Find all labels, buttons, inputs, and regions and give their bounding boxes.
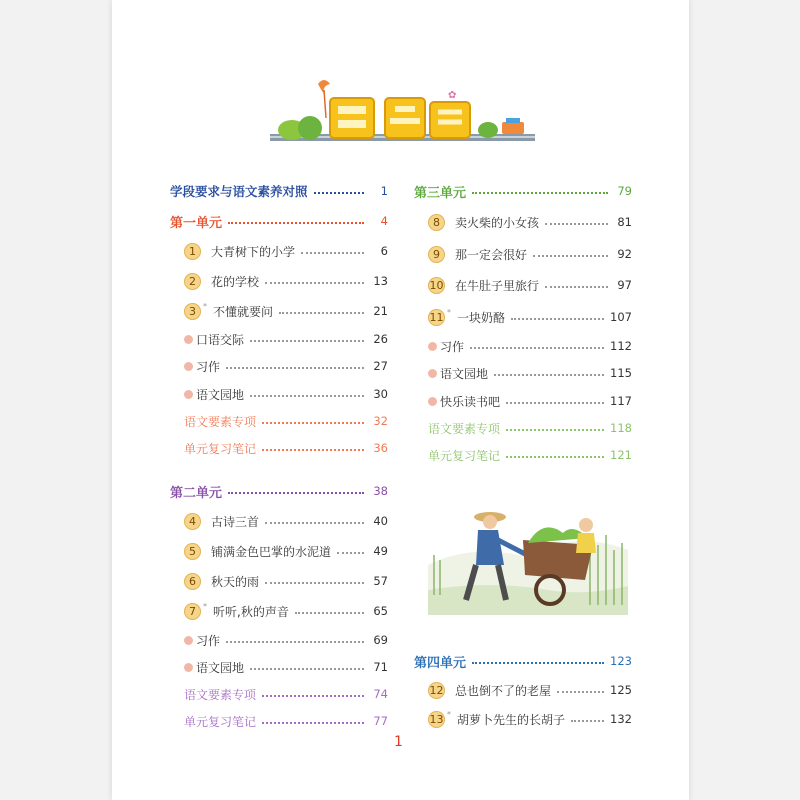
- toc-label: 胡萝卜先生的长胡子: [457, 712, 566, 727]
- lesson-number-badge: 10: [429, 278, 444, 292]
- contents-banner: [270, 78, 540, 148]
- toc-entry-notes[interactable]: 单元复习笔记 36: [184, 441, 388, 456]
- toc-entry[interactable]: 12 总也倒不了的老屋 125: [429, 683, 632, 698]
- toc-label: 单元复习笔记: [184, 714, 257, 729]
- unit2-heading[interactable]: 第二单元 38: [170, 484, 388, 501]
- toc-label: 大青树下的小学: [211, 244, 296, 259]
- toc-label: 铺满金色巴掌的水泥道: [211, 544, 332, 559]
- lesson-number-badge: 7: [184, 603, 201, 620]
- toc-label: 语文要素专项: [184, 414, 257, 429]
- toc-entry-special[interactable]: 语文要素专项 32: [184, 414, 388, 429]
- bullet-icon: [184, 390, 193, 399]
- bullet-icon: [184, 362, 193, 371]
- svg-text:✿: ✿: [448, 90, 457, 101]
- lesson-number-badge: 3: [184, 303, 201, 320]
- toc-label: 单元复习笔记: [184, 441, 257, 456]
- toc-entry[interactable]: 9 那一定会很好 92: [428, 243, 632, 265]
- farmer-wheelbarrow-illustration: [428, 495, 628, 615]
- toc-entry-notes[interactable]: 单元复习笔记 121: [428, 448, 632, 463]
- unit1-heading[interactable]: 第一单元 4: [170, 214, 388, 231]
- toc-entry[interactable]: 5 铺满金色巴掌的水泥道 49: [184, 540, 388, 562]
- bullet-icon: [184, 636, 193, 645]
- toc-label: 古诗三首: [211, 514, 260, 529]
- bullet-icon: [428, 369, 437, 378]
- toc-entry[interactable]: 语文园地 30: [184, 383, 388, 405]
- toc-entry[interactable]: 口语交际 26: [184, 328, 388, 350]
- lesson-number-badge: 13: [429, 712, 444, 726]
- toc-label: 语文园地: [440, 366, 489, 381]
- toc-label: 语文要素专项: [428, 421, 501, 436]
- toc-entry[interactable]: 语文园地 71: [184, 656, 388, 678]
- toc-entry[interactable]: 4 古诗三首 40: [184, 510, 388, 532]
- toc-entry[interactable]: 6 秋天的雨 57: [184, 570, 388, 592]
- toc-label: 语文园地: [196, 660, 245, 675]
- toc-label: 一块奶酪: [457, 310, 506, 325]
- toc-entry-special[interactable]: 语文要素专项 118: [428, 421, 632, 436]
- bullet-icon: [428, 397, 437, 406]
- toc-label: 花的学校: [211, 274, 260, 289]
- lesson-number-badge: 4: [184, 513, 201, 530]
- toc-entry-special[interactable]: 语文要素专项 74: [184, 687, 388, 702]
- toc-entry[interactable]: 11 * 一块奶酪 107: [429, 307, 632, 325]
- lesson-number-badge: 2: [184, 273, 201, 290]
- toc-label: 语文园地: [196, 387, 245, 402]
- toc-label: 习作: [196, 633, 221, 648]
- toc-label: 口语交际: [196, 332, 245, 347]
- toc-entry[interactable]: 13 * 胡萝卜先生的长胡子 132: [429, 709, 632, 727]
- star-icon: *: [203, 601, 207, 611]
- toc-entry[interactable]: 7 * 听听,秋的声音 65: [184, 600, 388, 622]
- toc-entry[interactable]: 10 在牛肚子里旅行 97: [429, 278, 632, 293]
- toc-label: 秋天的雨: [211, 574, 260, 589]
- toc-label: 不懂就要问: [213, 304, 274, 319]
- toc-label: 学段要求与语文素养对照: [170, 184, 308, 199]
- unit4-heading[interactable]: 第四单元 123: [414, 654, 632, 671]
- toc-entry[interactable]: 习作 69: [184, 629, 388, 651]
- toc-label: 在牛肚子里旅行: [455, 278, 540, 293]
- lesson-number-badge: 6: [184, 573, 201, 590]
- toc-entry-notes[interactable]: 单元复习笔记 77: [184, 714, 388, 729]
- bullet-icon: [184, 663, 193, 672]
- unit3-heading[interactable]: 第三单元 79: [414, 184, 632, 201]
- star-icon: *: [203, 301, 207, 311]
- toc-label: 那一定会很好: [455, 247, 528, 262]
- toc-entry[interactable]: 习作 27: [184, 355, 388, 377]
- toc-label: 单元复习笔记: [428, 448, 501, 463]
- bullet-icon: [184, 335, 193, 344]
- toc-entry[interactable]: 语文园地 115: [428, 362, 632, 384]
- toc-entry[interactable]: 习作 112: [428, 335, 632, 357]
- lesson-number-badge: 12: [429, 683, 444, 697]
- star-icon: *: [447, 307, 451, 317]
- toc-label: 听听,秋的声音: [213, 604, 289, 619]
- toc-entry[interactable]: 3 * 不懂就要问 21: [184, 300, 388, 322]
- lesson-number-badge: 11: [429, 310, 444, 324]
- toc-label: 快乐读书吧: [440, 394, 501, 409]
- page-number: 1: [394, 734, 403, 750]
- lesson-number-badge: 8: [428, 214, 445, 231]
- toc-entry-standards[interactable]: 学段要求与语文素养对照 1: [170, 184, 388, 199]
- toc-label: 习作: [440, 339, 465, 354]
- lesson-number-badge: 9: [428, 246, 445, 263]
- house-icon: [502, 122, 524, 134]
- toc-label: 卖火柴的小女孩: [455, 215, 540, 230]
- bullet-icon: [428, 342, 437, 351]
- book-page: [112, 0, 689, 800]
- toc-entry[interactable]: 快乐读书吧 117: [428, 390, 632, 412]
- lesson-number-badge: 5: [184, 543, 201, 560]
- toc-label: 语文要素专项: [184, 687, 257, 702]
- toc-entry[interactable]: 8 卖火柴的小女孩 81: [428, 211, 632, 233]
- star-icon: *: [447, 709, 451, 719]
- toc-entry[interactable]: 2 花的学校 13: [184, 270, 388, 292]
- toc-label: 习作: [196, 359, 221, 374]
- lesson-number-badge: 1: [184, 243, 201, 260]
- toc-entry[interactable]: 1 大青树下的小学 6: [184, 240, 388, 262]
- toc-label: 总也倒不了的老屋: [455, 683, 552, 698]
